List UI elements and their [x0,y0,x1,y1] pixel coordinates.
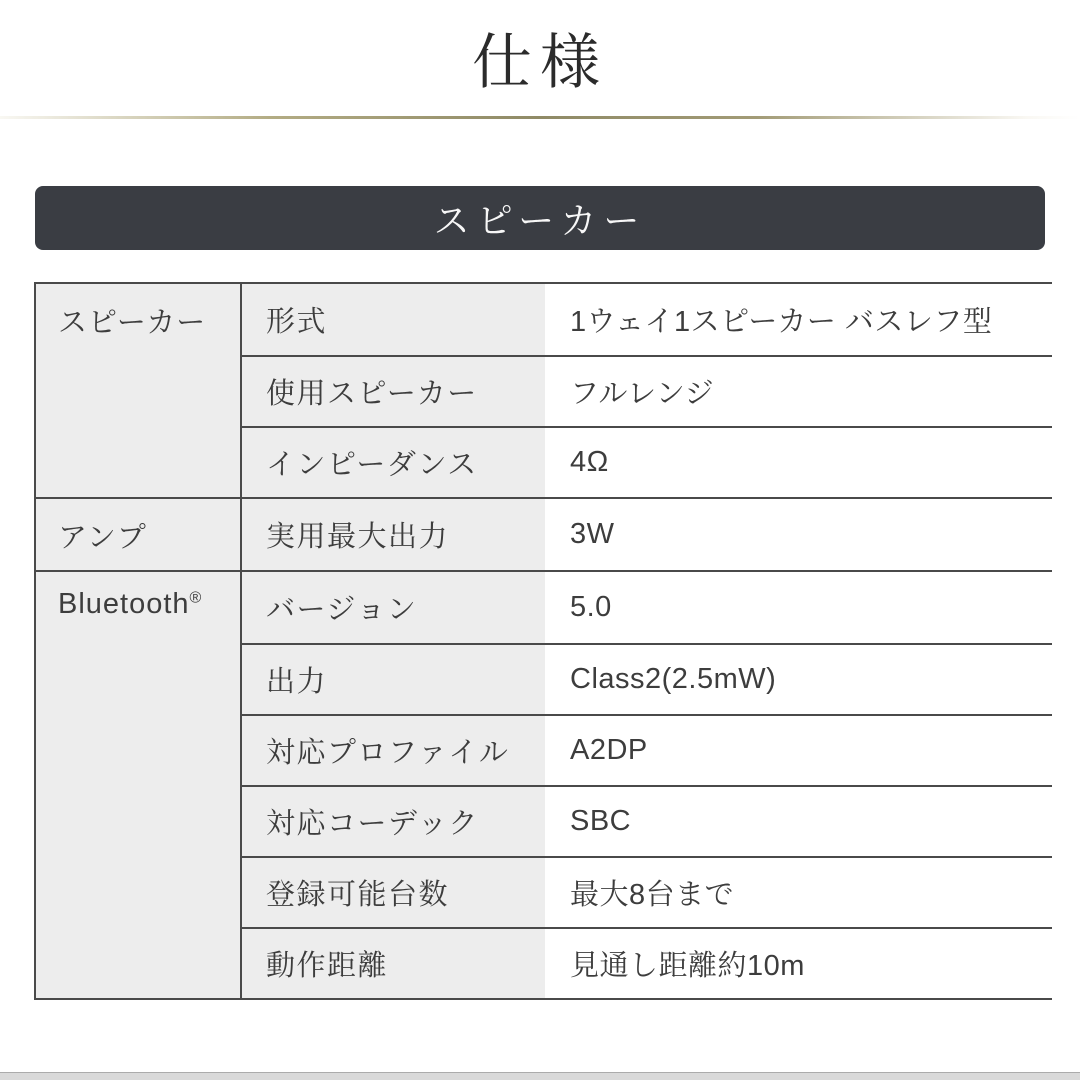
group-label-bluetooth [36,572,242,998]
table-row [242,714,1052,785]
table-row [242,785,1052,856]
group-rows-speaker [242,284,1052,497]
row-value: A2DP [545,716,1052,785]
row-label: 実用最大出力 [242,499,545,570]
group-label-speaker [36,284,242,497]
row-label: 動作距離 [242,929,545,998]
row-value: SBC [545,787,1052,856]
group-rows-bluetooth [242,572,1052,998]
row-label: 対応コーデック [242,787,545,856]
table-row [242,284,1052,355]
spec-table [34,282,1052,1000]
table-row [242,499,1052,570]
spec-group-speaker [36,284,1052,497]
registered-trademark-symbol: ® [189,589,203,607]
row-value: 1ウェイ1スピーカー バスレフ型 [545,284,1052,355]
table-row [242,927,1052,998]
table-row [242,643,1052,714]
row-value: フルレンジ [545,357,1052,426]
spec-group-amp [36,497,1052,570]
table-row [242,572,1052,643]
group-rows-amp [242,499,1052,570]
group-label-amp [36,499,242,570]
row-label: 登録可能台数 [242,858,545,927]
table-row [242,355,1052,426]
row-label: インピーダンス [242,428,545,497]
row-value: Class2(2.5mW) [545,645,1052,714]
table-row [242,426,1052,497]
row-label: 形式 [242,284,545,355]
section-header-label: スピーカー [433,199,647,241]
row-value: 最大8台まで [545,858,1052,927]
bottom-edge-strip [0,1072,1080,1080]
group-label-amp-text: アンプ [58,522,147,554]
row-label: バージョン [242,572,545,643]
group-label-bluetooth-text: Bluetooth [58,588,190,620]
row-value: 3W [545,499,1052,570]
group-label-speaker-text: スピーカー [58,307,207,339]
row-label: 対応プロファイル [242,716,545,785]
page-title: 仕様 [472,29,608,96]
row-value: 見通し距離約10m [545,929,1052,998]
table-row [242,856,1052,927]
row-value: 5.0 [545,572,1052,643]
section-header-bar [35,186,1045,250]
row-label: 出力 [242,645,545,714]
row-label: 使用スピーカー [242,357,545,426]
row-value: 4Ω [545,428,1052,497]
spec-group-bluetooth [36,570,1052,998]
gold-accent-divider [0,116,1080,119]
